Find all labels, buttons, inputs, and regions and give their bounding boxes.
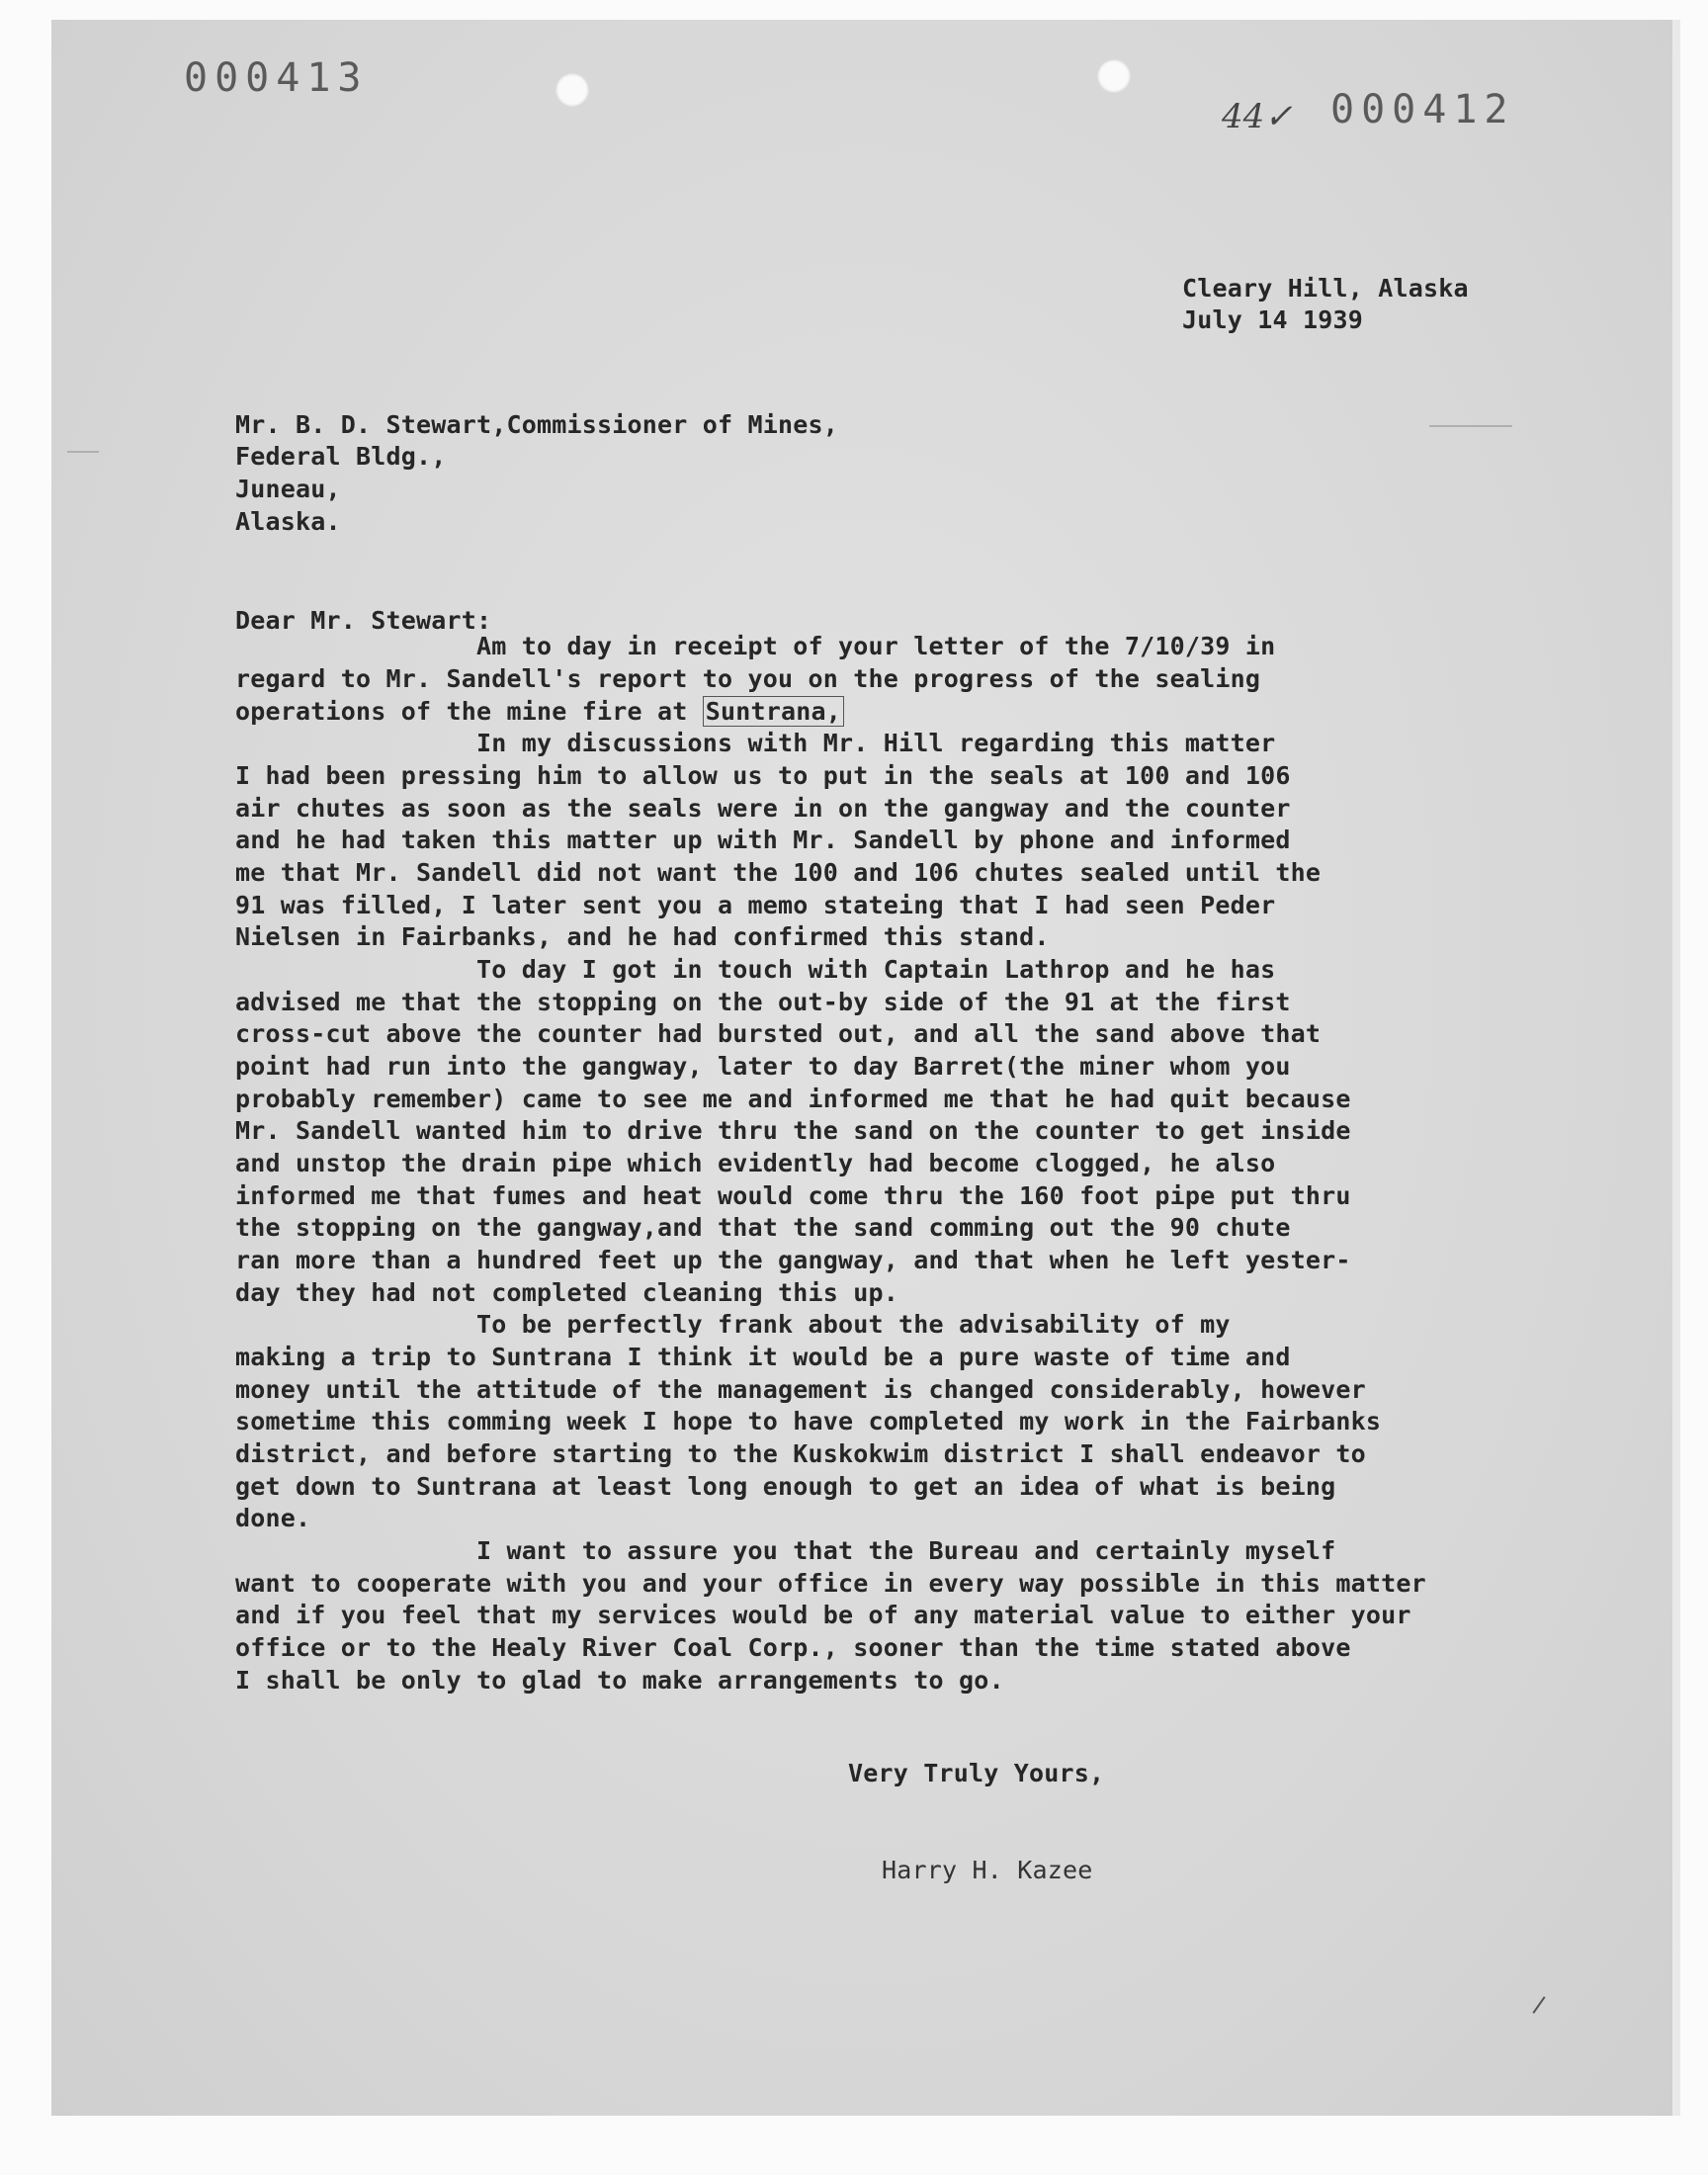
body-line: want to cooperate with you and your office in every way possible in this matter bbox=[235, 1569, 1426, 1598]
body-line: To day I got in touch with Captain Lathrop and he has bbox=[235, 955, 1276, 984]
body-line: informed me that fumes and heat would come thru the 160 foot pipe put thru bbox=[235, 1181, 1351, 1210]
body-line: me that Mr. Sandell did not want the 100 and 106 chutes sealed until the bbox=[235, 858, 1322, 887]
body-line: day they had not completed cleaning this up. bbox=[235, 1278, 899, 1307]
body-line: regard to Mr. Sandell's report to you on the progress of the sealing bbox=[235, 664, 1261, 693]
body-line: I had been pressing him to allow us to put in the seals at 100 and 106 bbox=[235, 761, 1291, 790]
body-line: I shall be only to glad to make arrangements to go. bbox=[235, 1666, 1004, 1695]
body-line: district, and before starting to the Kuskokwim district I shall endeavor to bbox=[235, 1439, 1366, 1468]
handwritten-page-mark: 44✓ bbox=[1222, 97, 1293, 136]
body-line: cross-cut above the counter had bursted out, and all the sand above that bbox=[235, 1019, 1322, 1048]
body-text: operations of the mine fire at bbox=[235, 697, 703, 726]
boxed-place-name: Suntrana, bbox=[703, 696, 844, 727]
body-line: ran more than a hundred feet up the gangway, and that when he left yester- bbox=[235, 1246, 1351, 1274]
margin-tick-left bbox=[67, 451, 99, 453]
body-line: To be perfectly frank about the advisability of my bbox=[235, 1310, 1231, 1339]
body-line: and if you feel that my services would be of any material value to either your bbox=[235, 1601, 1411, 1629]
body-line: probably remember) came to see me and informed me that he had quit because bbox=[235, 1085, 1351, 1113]
dateline-place: Cleary Hill, Alaska bbox=[1182, 274, 1469, 303]
inside-address-line: Mr. B. D. Stewart,Commissioner of Mines, bbox=[235, 410, 839, 439]
sheet-edge bbox=[1672, 20, 1680, 2116]
signature-name: Harry H. Kazee bbox=[882, 1856, 1093, 1884]
body-line: In my discussions with Mr. Hill regarding this matter bbox=[235, 729, 1276, 757]
body-line: I want to assure you that the Bureau and certainly myself bbox=[235, 1536, 1336, 1565]
inside-address-line: Federal Bldg., bbox=[235, 442, 447, 471]
body-line: making a trip to Suntrana I think it would be a pure waste of time and bbox=[235, 1343, 1291, 1371]
body-line: get down to Suntrana at least long enough to get an idea of what is being bbox=[235, 1472, 1336, 1501]
punch-hole-left bbox=[555, 73, 589, 107]
body-line: Nielsen in Fairbanks, and he had confirmed this stand. bbox=[235, 922, 1050, 951]
body-line: office or to the Healy River Coal Corp., sooner than the time stated above bbox=[235, 1633, 1351, 1662]
body-line: Mr. Sandell wanted him to drive thru the sand on the counter to get inside bbox=[235, 1116, 1351, 1145]
body-line: air chutes as soon as the seals were in on the gangway and the counter bbox=[235, 794, 1291, 823]
body-line: Am to day in receipt of your letter of the 7/10/39 in bbox=[235, 632, 1276, 660]
salutation: Dear Mr. Stewart: bbox=[235, 606, 492, 635]
document-stamp-left: 000413 bbox=[184, 55, 369, 101]
body-line: point had run into the gangway, later to day Barret(the miner whom you bbox=[235, 1052, 1291, 1081]
inside-address-line: Alaska. bbox=[235, 507, 341, 536]
document-stamp-right: 000412 bbox=[1330, 87, 1515, 132]
body-line bbox=[235, 696, 844, 729]
margin-tick-right bbox=[1429, 425, 1512, 427]
body-line: and he had taken this matter up with Mr. Sandell by phone and informed bbox=[235, 826, 1291, 854]
body-line: advised me that the stopping on the out-by side of the 91 at the first bbox=[235, 988, 1291, 1016]
body-line: money until the attitude of the management is changed considerably, however bbox=[235, 1375, 1366, 1404]
closing: Very Truly Yours, bbox=[848, 1759, 1105, 1787]
body-line: the stopping on the gangway,and that the sand comming out the 90 chute bbox=[235, 1213, 1291, 1242]
dateline-date: July 14 1939 bbox=[1182, 305, 1364, 334]
body-line: sometime this comming week I hope to have completed my work in the Fairbanks bbox=[235, 1407, 1382, 1436]
body-line: 91 was filled, I later sent you a memo stateing that I had seen Peder bbox=[235, 891, 1276, 919]
body-line: and unstop the drain pipe which evidently had become clogged, he also bbox=[235, 1149, 1276, 1177]
inside-address-line: Juneau, bbox=[235, 475, 341, 503]
body-line: done. bbox=[235, 1504, 311, 1532]
punch-hole-right bbox=[1097, 59, 1131, 93]
